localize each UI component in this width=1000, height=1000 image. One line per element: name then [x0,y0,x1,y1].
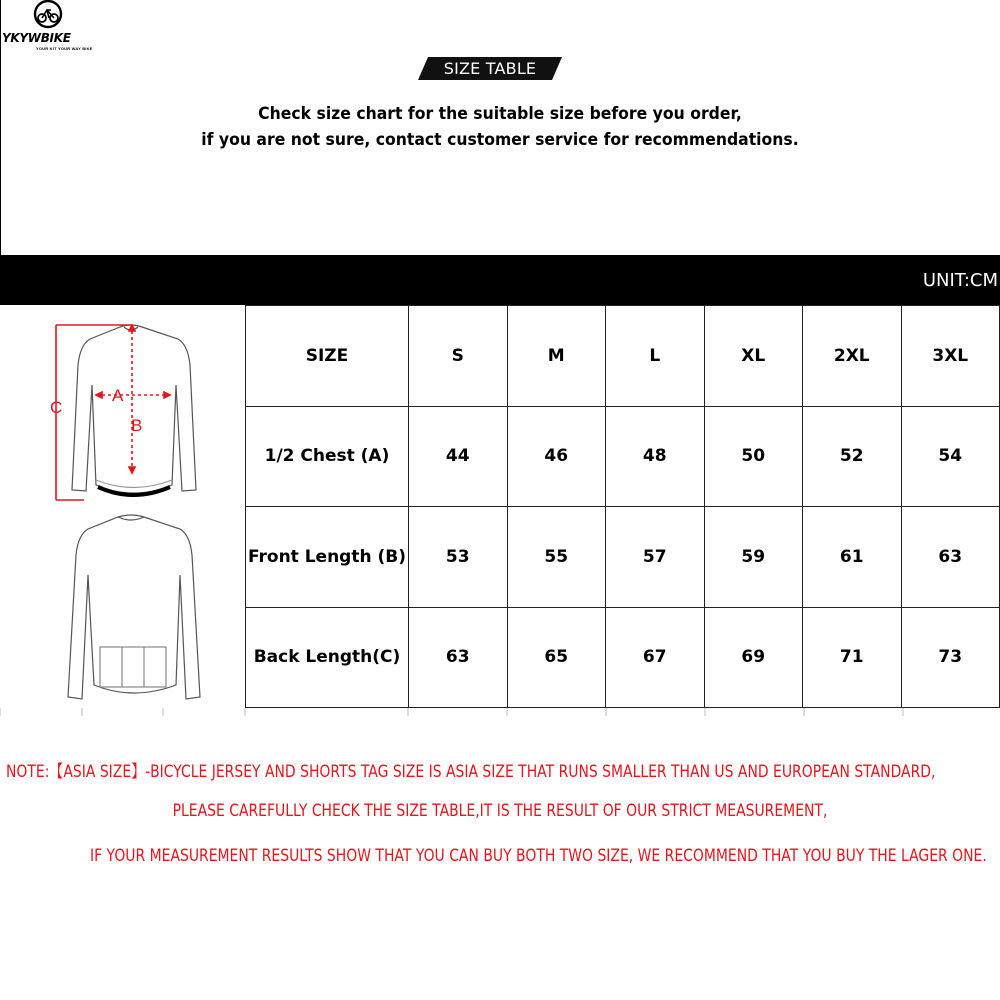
table-row-chest [246,406,1000,507]
table-cell: 67 [606,607,705,708]
size-col-2xl: 2XL [803,306,902,407]
size-table-section [0,305,1000,708]
bike-logo-icon [0,0,110,32]
table-cell: 59 [704,507,803,608]
row-label: Front Length (B) [246,507,409,608]
row-label: Back Length(C) [246,607,409,708]
table-cell: 63 [901,507,1000,608]
size-col-xl: XL [704,306,803,407]
note-line-2: PLEASE CAREFULLY CHECK THE SIZE TABLE,IT IS THE RESULT OF OUR STRICT MEASUREMENT, [172,801,828,821]
back-jersey-icon [68,515,200,699]
label-b: B [131,416,143,435]
label-a: A [112,386,124,405]
table-cell: 44 [409,406,508,507]
table-cell: 53 [409,507,508,608]
table-cell: 69 [704,607,803,708]
size-col-3xl: 3XL [901,306,1000,407]
note-line-1: NOTE:【ASIA SIZE】-BICYCLE JERSEY AND SHORTS TAG SIZE IS ASIA SIZE THAT RUNS SMALLER THAN US AND EUROPEAN STANDARD, [6,762,936,782]
label-c: C [50,398,63,417]
note-line-3: IF YOUR MEASUREMENT RESULTS SHOW THAT YOU CAN BUY BOTH TWO SIZE, WE RECOMMEND THAT YOU BUY THE LAGER ONE. [90,846,987,866]
table-cell: 52 [803,406,902,507]
table-cell: 71 [803,607,902,708]
table-cell: 54 [901,406,1000,507]
table-cell: 73 [901,607,1000,708]
table-cell: 65 [507,607,606,708]
intro-line-2: if you are not sure, contact customer service for recommendations. [201,130,799,150]
table-row-front-length [246,507,1000,608]
table-bottom-ticks [0,708,1000,718]
table-header-row [246,306,1000,407]
table-cell: 63 [409,607,508,708]
table-cell: 48 [606,406,705,507]
table-cell: 46 [507,406,606,507]
table-cell: 61 [803,507,902,608]
banner-title: SIZE TABLE [443,59,537,78]
table-row-back-length [246,607,1000,708]
table-cell: 50 [704,406,803,507]
size-col-l: L [606,306,705,407]
size-table [245,305,1000,708]
size-table-banner [418,57,562,80]
table-cell: 55 [507,507,606,608]
unit-bar [0,255,1000,305]
size-col-m: M [507,306,606,407]
jersey-diagram [0,305,245,708]
size-header-label: SIZE [246,306,409,407]
brand-name: YKYWBIKE [2,31,71,45]
row-label: 1/2 Chest (A) [246,406,409,507]
size-col-s: S [409,306,508,407]
intro-line-1: Check size chart for the suitable size before you order, [258,104,742,124]
table-cell: 57 [606,507,705,608]
brand-logo [0,0,110,55]
unit-label: UNIT:CM [922,270,998,291]
brand-tagline: YOUR KIT YOUR WAY BIKE [36,46,93,51]
jersey-illustration [0,305,245,708]
